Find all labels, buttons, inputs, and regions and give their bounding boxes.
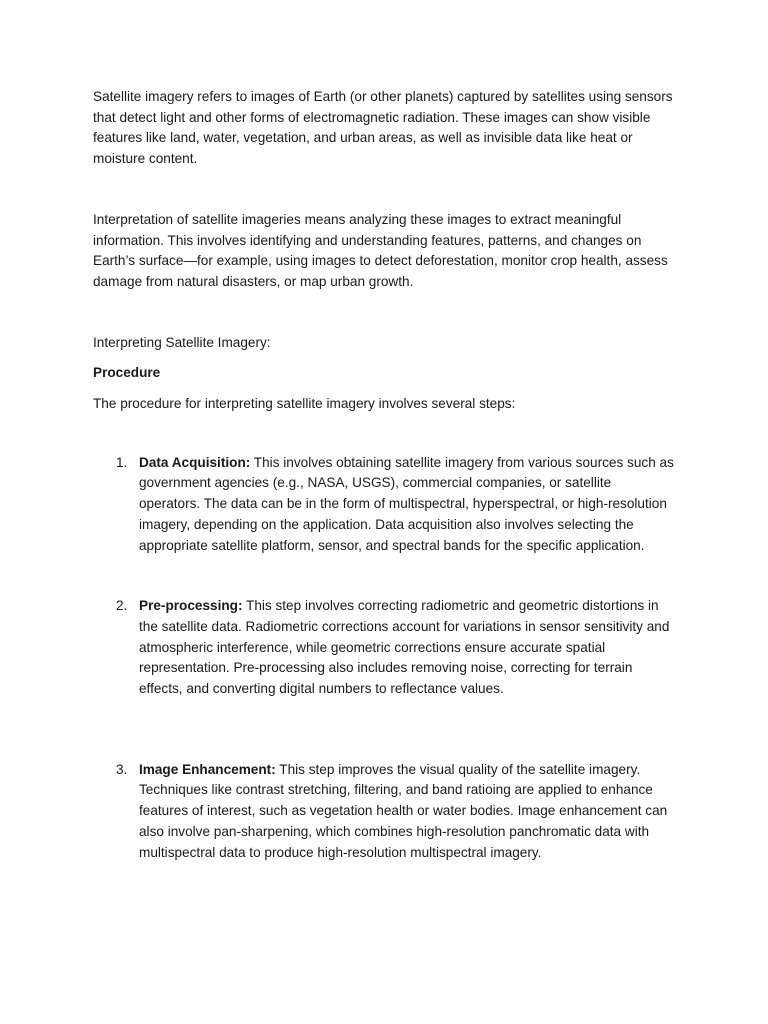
list-item-number: 3. xyxy=(116,761,128,777)
list-item xyxy=(93,760,676,864)
list-item-number: 1. xyxy=(116,454,128,470)
list-item-number: 2. xyxy=(116,598,128,614)
list-item-text: This involves obtaining satellite imagery from various sources such as government agencies (e.g., NASA, USGS), commercial companies, or satellite operators. The data can be in the form of multispectral, hyperspectral, or high-resolution imagery, depending on the application. Data acquisition also involves selecting the appropriate satellite platform, sensor, and spectral bands for the specific application. xyxy=(139,454,674,553)
list-item xyxy=(93,453,676,557)
intro-paragraph-satellite-imagery: Satellite imagery refers to images of Earth (or other planets) captured by satellites using sensors that detect light and other forms of electromagnetic radiation. These images can show visible features like land, water, vegetation, and urban areas, as well as invisible data like heat or moisture content. xyxy=(93,89,673,167)
intro-paragraph-interpretation: Interpretation of satellite imageries means analyzing these images to extract meaningful information. This involves identifying and understanding features, patterns, and changes on Earth’s surface—for example, using images to detect deforestation, monitor crop health, assess damage from natural disasters, or map urban growth. xyxy=(93,211,668,289)
list-item xyxy=(93,596,676,700)
section-heading: Procedure xyxy=(93,365,161,381)
list-item-term: Pre-processing: xyxy=(139,598,243,614)
list-item-text: This step involves correcting radiometric and geometric distortions in the satellite data. Radiometric corrections account for variations in sensor sensitivity and atmospheric interference, while geometric corrections ensure accurate spatial representation. Pre-processing also includes removing noise, correcting for terrain effects, and converting digital numbers to reflectance values. xyxy=(139,598,670,697)
section-subheading: Interpreting Satellite Imagery: xyxy=(93,334,271,350)
procedure-intro: The procedure for interpreting satellite imagery involves several steps: xyxy=(93,396,516,412)
list-item-term: Image Enhancement: xyxy=(139,761,276,777)
procedure-steps-list xyxy=(93,453,676,864)
list-item-term: Data Acquisition: xyxy=(139,454,251,470)
list-item-text: This step improves the visual quality of the satellite imagery. Techniques like contrast stretching, filtering, and band ratioing are applied to enhance features of interest, such as vegetation health or water bodies. Image enhancement can also involve pan-sharpening, which combines high-resolution panchromatic data with multispectral data to produce high-resolution multispectral imagery. xyxy=(139,761,668,860)
